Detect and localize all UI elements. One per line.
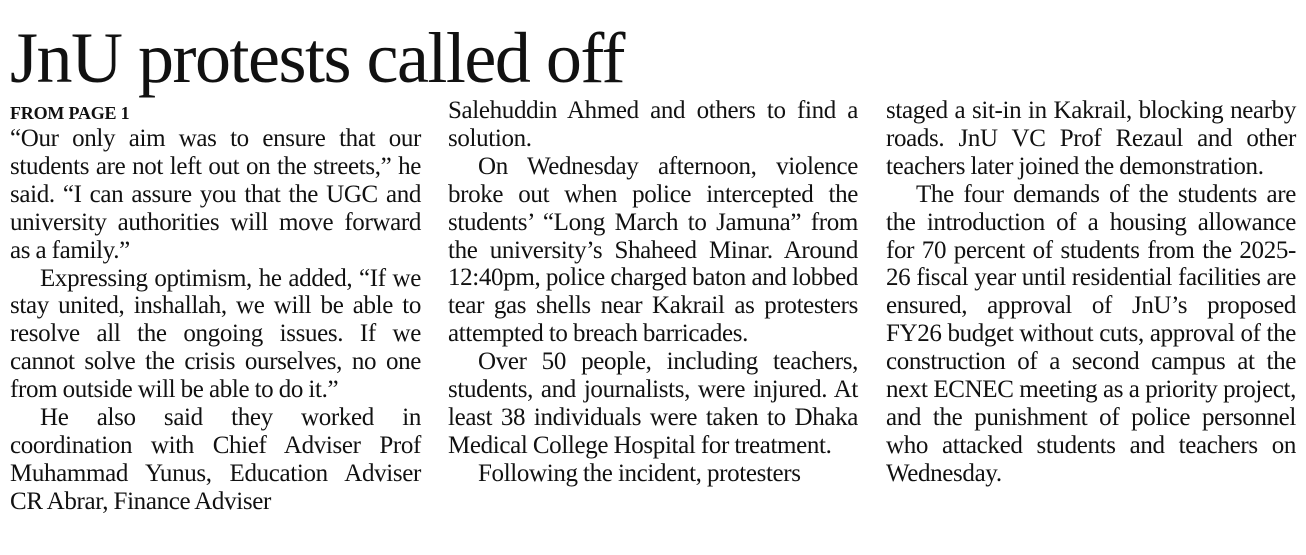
paragraph: “Our only aim was to ensure that our students are not left out on the streets,” he said. “I can assure you that the UGC and university authorities will move forward as a family.” bbox=[10, 125, 421, 264]
paragraph: Over 50 people, including teachers, students, and journalists, were injured. At least 38 individuals were taken to Dhaka Medical College Hospital for treatment. bbox=[448, 348, 858, 459]
paragraph: He also said they worked in coordination with Chief Adviser Prof Muhammad Yunus, Education Adviser CR Abrar, Finance Adviser bbox=[10, 404, 421, 515]
article-column-3 bbox=[886, 97, 1296, 488]
continuation-kicker: FROM PAGE 1 bbox=[10, 103, 130, 123]
article-column-1 bbox=[10, 125, 421, 516]
paragraph: staged a sit-in in Kakrail, blocking nearby roads. JnU VC Prof Rezaul and other teachers later joined the demonstration. bbox=[886, 97, 1296, 180]
paragraph: Salehuddin Ahmed and others to find a solution. bbox=[448, 97, 858, 152]
paragraph: On Wednesday afternoon, violence broke out when police intercepted the students’ “Long March to Jamuna” from the university’s Shaheed Minar. Around 12:40pm, police charged baton and lobbed tear gas shells near Kakrail as protesters attempted to breach barricades. bbox=[448, 152, 858, 348]
paragraph: Following the incident, protesters bbox=[478, 459, 801, 487]
paragraph: The four demands of the students are the introduction of a housing allowance for 70 percent of students from the 2025-26 fiscal year until residential facilities are ensured, approval of JnU’s proposed FY26 budget without cuts, approval of the construction of a second campus at the next ECNEC meeting as a priority project, and the punishment of police personnel who attacked students and teachers on Wednesday. bbox=[886, 180, 1296, 487]
headline: JnU protests called off bbox=[10, 18, 625, 98]
article-column-2 bbox=[448, 97, 858, 488]
paragraph: Expressing optimism, he added, “If we stay united, inshallah, we will be able to resolve all the ongoing issues. If we cannot solve the crisis ourselves, no one from outside will be able to do it.” bbox=[10, 264, 421, 404]
